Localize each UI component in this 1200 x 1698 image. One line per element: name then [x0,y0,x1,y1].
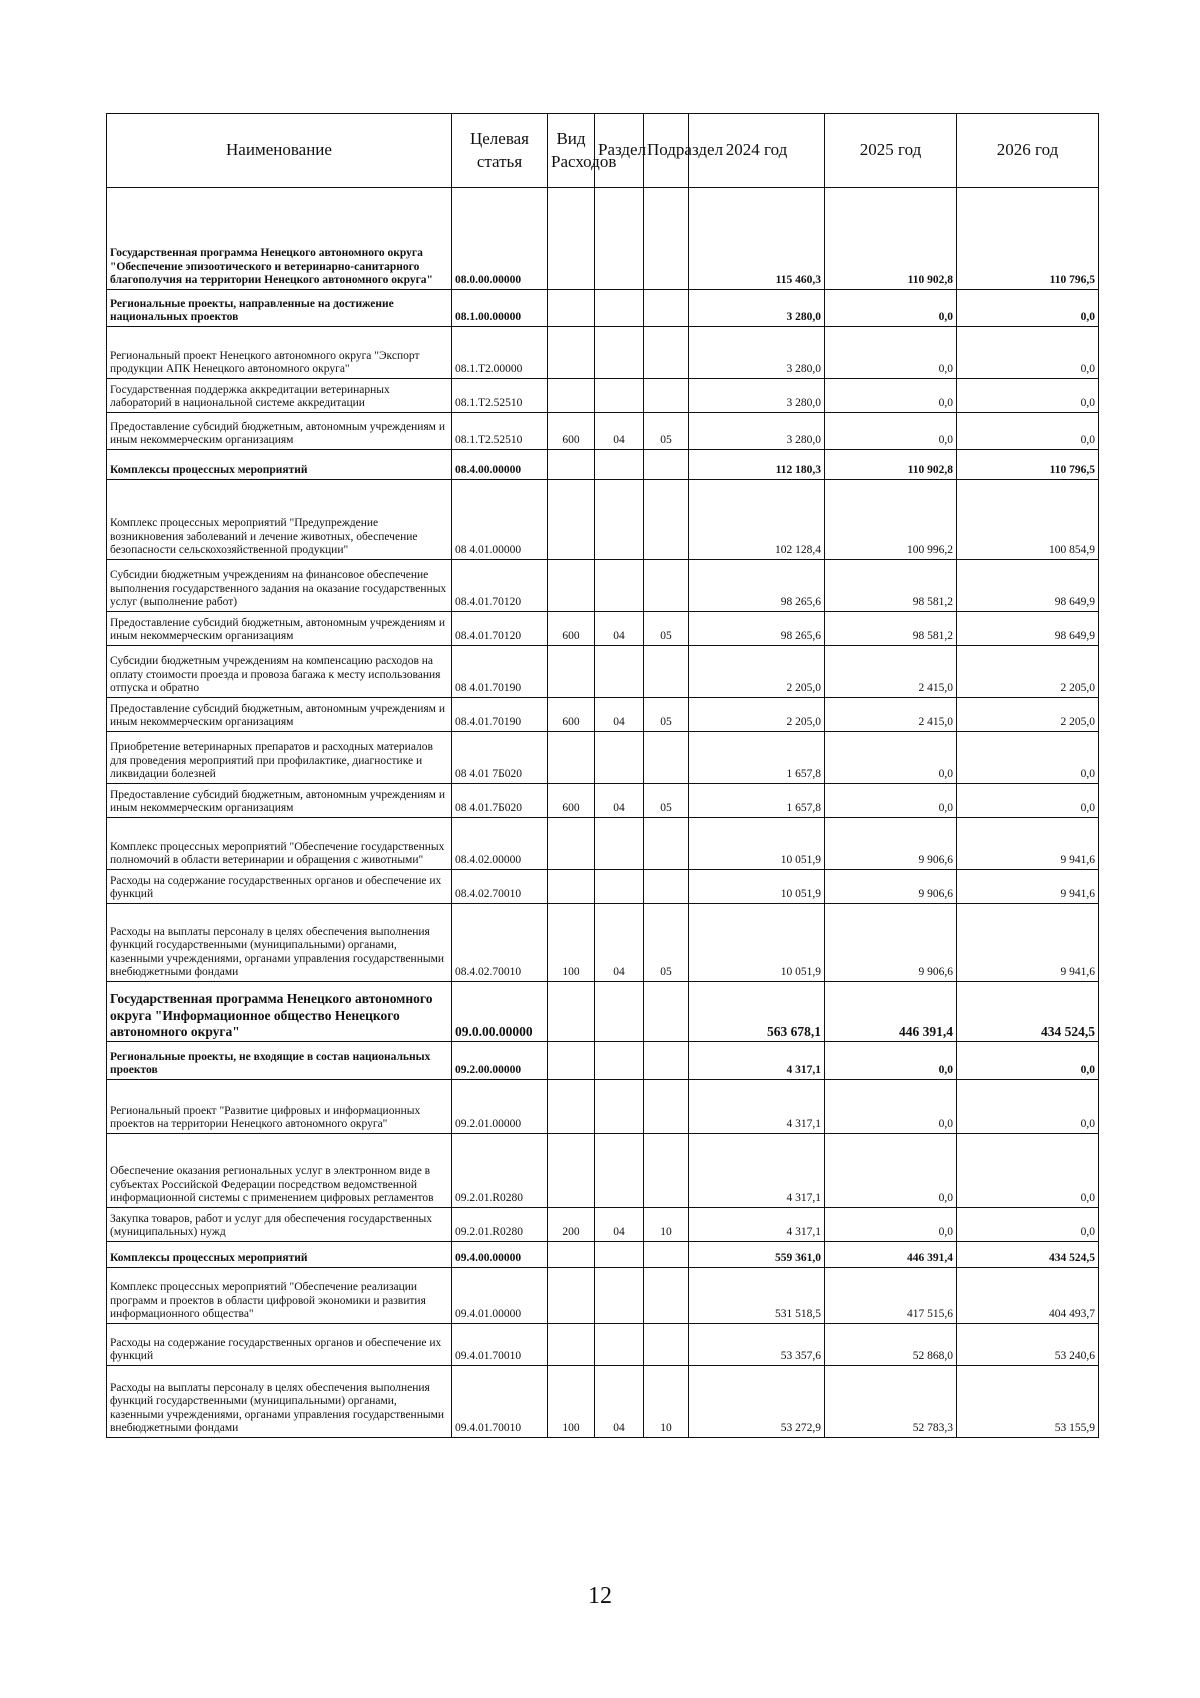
row-value-2025: 9 906,6 [825,818,957,870]
row-target-code: 08.4.00.00000 [452,450,548,480]
row-target-code: 09.2.01.00000 [452,1080,548,1134]
row-target-code: 08.1.00.00000 [452,290,548,327]
row-value-2024: 10 051,9 [689,904,825,982]
row-value-2025: 0,0 [825,1208,957,1242]
table-row [107,188,1099,290]
row-subsection: 10 [644,1366,689,1438]
row-target-code: 08 4.01.7Б020 [452,784,548,818]
row-section [595,1242,644,1268]
row-name: Предоставление субсидий бюджетным, автономным учреждениям и иным некоммерческим организациям [107,698,452,732]
row-name: Региональные проекты, направленные на достижение национальных проектов [107,290,452,327]
table-row [107,1080,1099,1134]
table-row [107,612,1099,646]
row-name: Предоставление субсидий бюджетным, автономным учреждениям и иным некоммерческим организациям [107,612,452,646]
table-row [107,904,1099,982]
table-row [107,870,1099,904]
row-value-2024: 115 460,3 [689,188,825,290]
row-value-2024: 4 317,1 [689,1080,825,1134]
header-year-2024: 2024 год [689,114,825,188]
row-subsection [644,450,689,480]
row-value-2024: 10 051,9 [689,870,825,904]
row-target-code: 09.4.00.00000 [452,1242,548,1268]
row-value-2026: 9 941,6 [957,904,1099,982]
row-value-2026: 98 649,9 [957,612,1099,646]
row-value-2025: 9 906,6 [825,904,957,982]
row-subsection [644,480,689,560]
row-section: 04 [595,1208,644,1242]
row-value-2024: 112 180,3 [689,450,825,480]
row-expense-type [548,188,595,290]
row-section [595,982,644,1042]
row-expense-type [548,379,595,413]
row-value-2026: 2 205,0 [957,646,1099,698]
row-name: Предоставление субсидий бюджетным, автономным учреждениям и иным некоммерческим организациям [107,413,452,450]
row-section [595,646,644,698]
row-target-code: 09.4.01.70010 [452,1366,548,1438]
row-name: Комплекс процессных мероприятий "Предупреждение возникновения заболеваний и лечение животных, обеспечение безопасности сельскохозяйственной продукции" [107,480,452,560]
row-subsection [644,290,689,327]
row-value-2026: 0,0 [957,379,1099,413]
row-name: Субсидии бюджетным учреждениям на компенсацию расходов на оплату стоимости проезда и провоза багажа к месту использования отпуска и обратно [107,646,452,698]
row-value-2024: 4 317,1 [689,1134,825,1208]
row-expense-type: 100 [548,1366,595,1438]
row-value-2025: 52 868,0 [825,1324,957,1366]
table-row [107,1134,1099,1208]
header-section: Раздел [595,114,644,188]
row-value-2024: 3 280,0 [689,327,825,379]
row-value-2026: 9 941,6 [957,818,1099,870]
row-name: Комплекс процессных мероприятий "Обеспечение государственных полномочий в области ветеринарии и обращения с животными" [107,818,452,870]
row-value-2025: 2 415,0 [825,646,957,698]
row-value-2026: 2 205,0 [957,698,1099,732]
row-name: Комплекс процессных мероприятий "Обеспечение реализации программ и проектов в области цифровой экономики и развития информационного общества" [107,1268,452,1324]
table-row [107,646,1099,698]
row-name: Региональные проекты, не входящие в состав национальных проектов [107,1042,452,1080]
row-expense-type [548,1268,595,1324]
page-number: 12 [588,1583,612,1609]
row-target-code: 08.0.00.00000 [452,188,548,290]
table-row [107,1042,1099,1080]
row-name: Субсидии бюджетным учреждениям на финансовое обеспечение выполнения государственного задания на оказание государственных услуг (выполнение работ) [107,560,452,612]
table-row [107,379,1099,413]
row-target-code: 08.4.02.00000 [452,818,548,870]
row-name: Комплексы процессных мероприятий [107,1242,452,1268]
row-value-2024: 563 678,1 [689,982,825,1042]
row-value-2025: 98 581,2 [825,560,957,612]
row-subsection [644,1324,689,1366]
row-subsection [644,327,689,379]
row-expense-type [548,982,595,1042]
row-section: 04 [595,413,644,450]
row-value-2026: 98 649,9 [957,560,1099,612]
row-value-2026: 53 240,6 [957,1324,1099,1366]
row-value-2025: 98 581,2 [825,612,957,646]
row-value-2025: 0,0 [825,327,957,379]
row-subsection [644,870,689,904]
row-expense-type [548,1134,595,1208]
row-value-2025: 0,0 [825,1042,957,1080]
row-value-2026: 0,0 [957,327,1099,379]
table-row [107,982,1099,1042]
row-target-code: 08.4.02.70010 [452,870,548,904]
row-section [595,290,644,327]
row-section [595,1042,644,1080]
row-target-code: 08.1.Т2.52510 [452,413,548,450]
row-subsection [644,560,689,612]
row-section [595,188,644,290]
row-value-2025: 0,0 [825,784,957,818]
row-section [595,327,644,379]
table-row [107,290,1099,327]
row-value-2026: 110 796,5 [957,450,1099,480]
row-value-2026: 0,0 [957,1080,1099,1134]
table-row [107,698,1099,732]
row-section: 04 [595,1366,644,1438]
row-expense-type [548,1080,595,1134]
row-expense-type: 600 [548,698,595,732]
row-value-2025: 100 996,2 [825,480,957,560]
row-value-2026: 0,0 [957,1042,1099,1080]
row-expense-type [548,560,595,612]
row-expense-type [548,450,595,480]
row-value-2024: 102 128,4 [689,480,825,560]
row-expense-type [548,1324,595,1366]
table-row [107,1268,1099,1324]
header-name: Наименование [107,114,452,188]
table-row [107,327,1099,379]
row-name: Государственная программа Ненецкого автономного округа "Обеспечение эпизоотического и ветеринарно-санитарного благополучия на территории Ненецкого автономного округа" [107,188,452,290]
budget-table [106,113,1099,1438]
row-name: Государственная поддержка аккредитации ветеринарных лабораторий в национальной системе аккредитации [107,379,452,413]
row-subsection [644,1042,689,1080]
row-value-2024: 10 051,9 [689,818,825,870]
row-section: 04 [595,904,644,982]
row-subsection [644,818,689,870]
row-section: 04 [595,612,644,646]
row-section [595,450,644,480]
row-name: Предоставление субсидий бюджетным, автономным учреждениям и иным некоммерческим организациям [107,784,452,818]
row-subsection [644,1268,689,1324]
row-expense-type: 600 [548,784,595,818]
row-value-2024: 2 205,0 [689,698,825,732]
header-expense-type: Вид Расходов [548,114,595,188]
table-row [107,450,1099,480]
row-value-2024: 98 265,6 [689,612,825,646]
table-header [107,114,1099,188]
row-value-2024: 4 317,1 [689,1208,825,1242]
row-section: 04 [595,698,644,732]
row-expense-type: 600 [548,413,595,450]
row-value-2025: 417 515,6 [825,1268,957,1324]
row-value-2026: 0,0 [957,732,1099,784]
row-expense-type [548,870,595,904]
row-target-code: 08.1.Т2.00000 [452,327,548,379]
row-expense-type [548,290,595,327]
row-value-2025: 110 902,8 [825,188,957,290]
row-name: Региональный проект "Развитие цифровых и информационных проектов на территории Ненецкого автономного округа" [107,1080,452,1134]
row-value-2026: 53 155,9 [957,1366,1099,1438]
row-value-2024: 2 205,0 [689,646,825,698]
row-subsection: 05 [644,698,689,732]
row-target-code: 09.4.01.70010 [452,1324,548,1366]
row-expense-type [548,732,595,784]
row-name: Комплексы процессных мероприятий [107,450,452,480]
row-value-2024: 53 272,9 [689,1366,825,1438]
row-target-code: 08.4.01.70190 [452,698,548,732]
row-value-2026: 404 493,7 [957,1268,1099,1324]
row-target-code: 08.1.Т2.52510 [452,379,548,413]
row-target-code: 09.4.01.00000 [452,1268,548,1324]
row-target-code: 09.0.00.00000 [452,982,548,1042]
row-section [595,560,644,612]
table-row [107,784,1099,818]
row-target-code: 08.4.01.70120 [452,612,548,646]
row-value-2026: 0,0 [957,784,1099,818]
row-value-2025: 0,0 [825,1080,957,1134]
row-section [595,870,644,904]
row-expense-type [548,1042,595,1080]
table-body [107,188,1099,1438]
row-value-2026: 0,0 [957,1134,1099,1208]
row-target-code: 09.2.00.00000 [452,1042,548,1080]
row-target-code: 08.4.01.70120 [452,560,548,612]
row-value-2026: 434 524,5 [957,1242,1099,1268]
row-value-2025: 9 906,6 [825,870,957,904]
table-row [107,560,1099,612]
row-section [595,480,644,560]
row-subsection: 05 [644,612,689,646]
row-name: Приобретение ветеринарных препаратов и расходных материалов для проведения мероприятий при профилактике, диагностике и ликвидации болезней [107,732,452,784]
row-subsection [644,1134,689,1208]
table-row [107,480,1099,560]
row-value-2025: 52 783,3 [825,1366,957,1438]
row-subsection: 05 [644,904,689,982]
table-row [107,1208,1099,1242]
row-value-2026: 0,0 [957,1208,1099,1242]
table-row [107,1242,1099,1268]
row-value-2025: 110 902,8 [825,450,957,480]
header-year-2025: 2025 год [825,114,957,188]
row-value-2025: 2 415,0 [825,698,957,732]
row-expense-type [548,1242,595,1268]
row-expense-type [548,327,595,379]
row-section [595,1324,644,1366]
row-name: Региональный проект Ненецкого автономного округа "Экспорт продукции АПК Ненецкого автономного округа" [107,327,452,379]
row-expense-type [548,646,595,698]
row-section [595,818,644,870]
row-value-2026: 0,0 [957,290,1099,327]
row-value-2026: 9 941,6 [957,870,1099,904]
row-expense-type [548,480,595,560]
row-section [595,379,644,413]
row-value-2024: 1 657,8 [689,784,825,818]
row-value-2024: 3 280,0 [689,290,825,327]
row-subsection [644,646,689,698]
header-year-2026: 2026 год [957,114,1099,188]
table-row [107,818,1099,870]
row-target-code: 08.4.02.70010 [452,904,548,982]
row-value-2024: 3 280,0 [689,413,825,450]
row-section [595,1268,644,1324]
row-name: Расходы на содержание государственных органов и обеспечение их функций [107,1324,452,1366]
row-value-2025: 0,0 [825,379,957,413]
row-target-code: 09.2.01.R0280 [452,1134,548,1208]
row-expense-type: 600 [548,612,595,646]
row-expense-type [548,818,595,870]
row-value-2025: 446 391,4 [825,982,957,1042]
row-section [595,1080,644,1134]
row-value-2024: 531 518,5 [689,1268,825,1324]
table-row [107,732,1099,784]
row-subsection [644,982,689,1042]
row-subsection [644,732,689,784]
row-name: Государственная программа Ненецкого автономного округа "Информационное общество Ненецкого автономного округа" [107,982,452,1042]
row-name: Расходы на выплаты персоналу в целях обеспечения выполнения функций государственными (муниципальными) органами, казенными учреждениями, органами управления государственными внебюджетными фондами [107,1366,452,1438]
row-target-code: 09.2.01.R0280 [452,1208,548,1242]
row-value-2025: 446 391,4 [825,1242,957,1268]
row-name: Расходы на содержание государственных органов и обеспечение их функций [107,870,452,904]
row-subsection: 10 [644,1208,689,1242]
table-row [107,1366,1099,1438]
row-name: Обеспечение оказания региональных услуг в электронном виде в субъектах Российской Федерации посредством ведомственной информационной системы с применением цифровых регламентов [107,1134,452,1208]
row-subsection: 05 [644,784,689,818]
row-subsection [644,188,689,290]
row-target-code: 08 4.01.00000 [452,480,548,560]
row-value-2025: 0,0 [825,290,957,327]
row-value-2026: 434 524,5 [957,982,1099,1042]
row-section: 04 [595,784,644,818]
row-expense-type: 200 [548,1208,595,1242]
row-value-2026: 100 854,9 [957,480,1099,560]
row-value-2025: 0,0 [825,413,957,450]
row-section [595,732,644,784]
row-value-2024: 4 317,1 [689,1042,825,1080]
row-name: Закупка товаров, работ и услуг для обеспечения государственных (муниципальных) нужд [107,1208,452,1242]
row-value-2024: 559 361,0 [689,1242,825,1268]
header-subsection: Подраздел [644,114,689,188]
row-value-2026: 110 796,5 [957,188,1099,290]
row-value-2024: 3 280,0 [689,379,825,413]
header-target-article: Целевая статья [452,114,548,188]
row-target-code: 08 4.01.70190 [452,646,548,698]
row-subsection: 05 [644,413,689,450]
table-row [107,1324,1099,1366]
row-expense-type: 100 [548,904,595,982]
table-row [107,413,1099,450]
row-target-code: 08 4.01 7Б020 [452,732,548,784]
row-subsection [644,1080,689,1134]
row-name: Расходы на выплаты персоналу в целях обеспечения выполнения функций государственными (муниципальными) органами, казенными учреждениями, органами управления государственными внебюджетными фондами [107,904,452,982]
row-value-2024: 1 657,8 [689,732,825,784]
row-value-2025: 0,0 [825,1134,957,1208]
row-value-2024: 53 357,6 [689,1324,825,1366]
row-subsection [644,379,689,413]
row-value-2024: 98 265,6 [689,560,825,612]
row-subsection [644,1242,689,1268]
row-value-2026: 0,0 [957,413,1099,450]
row-section [595,1134,644,1208]
row-value-2025: 0,0 [825,732,957,784]
